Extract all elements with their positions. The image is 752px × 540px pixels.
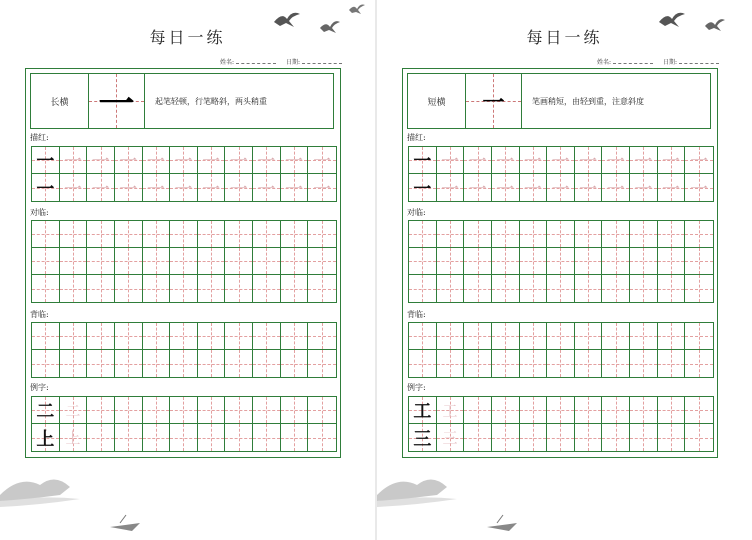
grid-cell[interactable] [547, 275, 575, 302]
grid-cell[interactable] [87, 174, 115, 201]
name-label: 姓名: [220, 59, 235, 66]
grid-cell[interactable] [630, 275, 658, 302]
grid-cell[interactable] [225, 397, 253, 424]
grid-cell[interactable] [60, 323, 88, 350]
grid-cell[interactable] [32, 350, 60, 377]
grid-cell[interactable] [492, 147, 520, 174]
page-title: 每日一练 [526, 28, 603, 47]
grid-cell[interactable] [170, 350, 198, 377]
grid-cell[interactable] [437, 221, 465, 248]
practice-frame [402, 68, 718, 458]
example-char: 三 [413, 428, 432, 450]
date-field[interactable] [679, 63, 719, 64]
grid-cell[interactable] [143, 147, 171, 174]
grid-cell[interactable] [520, 350, 548, 377]
grid-cell[interactable] [115, 323, 143, 350]
recite-label: 背临: [30, 310, 49, 319]
grid-cell[interactable] [198, 147, 226, 174]
grid-cell[interactable] [685, 147, 713, 174]
grid-cell[interactable] [437, 350, 465, 377]
grid-cell[interactable] [409, 424, 437, 451]
example-trace-char: 三 [442, 429, 458, 447]
grid-cell[interactable] [492, 221, 520, 248]
grid-cell[interactable] [464, 248, 492, 275]
stroke-name: 长横 [31, 74, 89, 128]
stroke-trace-char: 一 [440, 151, 459, 172]
grid-cell[interactable] [464, 397, 492, 424]
grid-cell[interactable] [308, 424, 336, 451]
grid-cell[interactable] [575, 397, 603, 424]
grid-cell[interactable] [87, 248, 115, 275]
example-grid[interactable] [31, 396, 337, 452]
grid-cell[interactable] [143, 221, 171, 248]
grid-cell[interactable] [281, 424, 309, 451]
stroke-trace-char: 一 [146, 151, 165, 172]
grid-cell[interactable] [658, 424, 686, 451]
stroke-trace-char: 一 [468, 178, 487, 200]
stroke-trace-char: 一 [91, 178, 110, 200]
grid-cell[interactable] [32, 424, 60, 451]
stroke-trace-char: 一 [634, 178, 653, 200]
grid-cell[interactable] [60, 275, 88, 302]
grid-cell[interactable] [32, 248, 60, 275]
grid-cell[interactable] [198, 174, 226, 201]
stroke-trace-char: 一 [285, 151, 304, 172]
grid-cell[interactable] [630, 174, 658, 201]
grid-cell[interactable] [630, 248, 658, 275]
stroke-trace-char: 一 [440, 178, 459, 200]
grid-cell[interactable] [685, 221, 713, 248]
grid-cell[interactable] [143, 397, 171, 424]
stroke-trace-char: 一 [523, 178, 542, 200]
grid-cell[interactable] [308, 275, 336, 302]
grid-cell[interactable] [685, 323, 713, 350]
grid-cell[interactable] [464, 424, 492, 451]
grid-cell[interactable] [520, 424, 548, 451]
grid-cell[interactable] [225, 147, 253, 174]
stroke-trace-char: 一 [257, 178, 276, 200]
grid-cell[interactable] [575, 424, 603, 451]
stroke-name: 短横 [408, 74, 466, 128]
grid-cell[interactable] [32, 147, 60, 174]
grid-cell[interactable] [492, 397, 520, 424]
grid-cell[interactable] [143, 424, 171, 451]
example-trace-char: 工 [442, 401, 458, 420]
trace-grid[interactable] [31, 146, 337, 202]
grid-cell[interactable] [225, 174, 253, 201]
trace-label: 描红: [30, 133, 49, 142]
grid-cell[interactable] [520, 323, 548, 350]
grid-cell[interactable] [685, 174, 713, 201]
stroke-trace-char: 一 [468, 151, 487, 172]
copy-label: 对临: [30, 208, 49, 217]
grid-cell[interactable] [437, 147, 465, 174]
grid-cell[interactable] [60, 221, 88, 248]
grid-cell[interactable] [225, 275, 253, 302]
stroke-trace-char: 一 [257, 151, 276, 172]
grid-cell[interactable] [437, 174, 465, 201]
grid-cell[interactable] [115, 350, 143, 377]
grid-cell[interactable] [602, 424, 630, 451]
grid-cell[interactable] [547, 248, 575, 275]
recite-grid[interactable] [31, 322, 337, 378]
grid-cell[interactable] [409, 323, 437, 350]
grid-cell[interactable] [685, 424, 713, 451]
grid-cell[interactable] [602, 221, 630, 248]
grid-cell[interactable] [198, 350, 226, 377]
stroke-header [30, 73, 334, 129]
grid-cell[interactable] [281, 221, 309, 248]
grid-cell[interactable] [115, 147, 143, 174]
grid-cell[interactable] [143, 275, 171, 302]
grid-cell[interactable] [492, 424, 520, 451]
grid-cell[interactable] [170, 424, 198, 451]
grid-cell[interactable] [602, 275, 630, 302]
example-char: 上 [36, 428, 55, 450]
stroke-trace-char: 一 [634, 151, 653, 172]
grid-cell[interactable] [492, 174, 520, 201]
grid-cell[interactable] [281, 323, 309, 350]
copy-label: 对临: [407, 208, 426, 217]
grid-cell[interactable] [87, 424, 115, 451]
grid-cell[interactable] [253, 275, 281, 302]
grid-cell[interactable] [520, 221, 548, 248]
stroke-trace-char: 一 [119, 151, 138, 172]
stroke-trace-char: 一 [202, 178, 221, 200]
grid-cell[interactable] [281, 350, 309, 377]
stroke-trace-char: 一 [579, 151, 598, 172]
grid-cell[interactable] [409, 147, 437, 174]
stroke-trace-char: 一 [229, 151, 248, 172]
grid-cell[interactable] [575, 221, 603, 248]
grid-cell[interactable] [308, 174, 336, 201]
grid-cell[interactable] [520, 248, 548, 275]
grid-cell[interactable] [685, 248, 713, 275]
copy-grid[interactable] [31, 220, 337, 303]
grid-cell[interactable] [60, 350, 88, 377]
grid-cell[interactable] [143, 174, 171, 201]
grid-cell[interactable] [115, 174, 143, 201]
grid-cell[interactable] [464, 275, 492, 302]
grid-cell[interactable] [87, 147, 115, 174]
grid-cell[interactable] [658, 221, 686, 248]
grid-cell[interactable] [87, 221, 115, 248]
grid-cell[interactable] [658, 248, 686, 275]
grid-cell[interactable] [575, 275, 603, 302]
grid-cell[interactable] [198, 424, 226, 451]
grid-cell[interactable] [225, 350, 253, 377]
grid-cell[interactable] [464, 147, 492, 174]
grid-cell[interactable] [87, 397, 115, 424]
stroke-trace-char: 一 [523, 151, 542, 172]
grid-cell[interactable] [198, 275, 226, 302]
stroke-trace-char: 一 [229, 178, 248, 200]
grid-cell[interactable] [253, 174, 281, 201]
grid-cell[interactable] [253, 248, 281, 275]
stroke-demo-glyph: 一 [98, 82, 135, 125]
grid-cell[interactable] [437, 323, 465, 350]
date-field[interactable] [302, 63, 342, 64]
grid-cell[interactable] [409, 275, 437, 302]
grid-cell[interactable] [170, 174, 198, 201]
grid-cell[interactable] [437, 248, 465, 275]
grid-cell[interactable] [409, 221, 437, 248]
grid-cell[interactable] [225, 248, 253, 275]
grid-cell[interactable] [575, 323, 603, 350]
worksheet-page-2 [377, 0, 752, 540]
grid-cell[interactable] [308, 221, 336, 248]
grid-cell[interactable] [685, 350, 713, 377]
grid-cell[interactable] [658, 350, 686, 377]
grid-cell[interactable] [198, 221, 226, 248]
stroke-trace-char: 一 [313, 178, 332, 200]
grid-cell[interactable] [281, 397, 309, 424]
grid-cell[interactable] [143, 248, 171, 275]
grid-cell[interactable] [658, 275, 686, 302]
grid-cell[interactable] [87, 275, 115, 302]
grid-cell[interactable] [115, 275, 143, 302]
stroke-tip: 起笔轻顿，行笔略斜，两头稍重 [155, 96, 267, 106]
example-char: 工 [413, 401, 432, 422]
trace-label: 描红: [407, 133, 426, 142]
grid-cell[interactable] [575, 350, 603, 377]
grid-cell[interactable] [115, 424, 143, 451]
grid-cell[interactable] [575, 174, 603, 201]
grid-cell[interactable] [630, 424, 658, 451]
grid-cell[interactable] [547, 397, 575, 424]
grid-cell[interactable] [60, 248, 88, 275]
stroke-trace-char: 一 [662, 178, 681, 200]
stroke-model-char: 一 [36, 178, 55, 200]
grid-cell[interactable] [198, 248, 226, 275]
grid-cell[interactable] [685, 397, 713, 424]
grid-cell[interactable] [575, 147, 603, 174]
grid-cell[interactable] [409, 174, 437, 201]
name-label: 姓名: [597, 59, 612, 66]
grid-cell[interactable] [464, 323, 492, 350]
practice-frame [25, 68, 341, 458]
stroke-trace-char: 一 [496, 178, 515, 200]
grid-cell[interactable] [115, 248, 143, 275]
grid-cell[interactable] [575, 248, 603, 275]
stroke-model-char: 一 [36, 151, 55, 172]
grid-cell[interactable] [437, 424, 465, 451]
copy-grid[interactable] [408, 220, 714, 303]
stroke-trace-char: 一 [119, 178, 138, 200]
grid-cell[interactable] [308, 350, 336, 377]
grid-cell[interactable] [281, 147, 309, 174]
recite-label: 背临: [407, 310, 426, 319]
grid-cell[interactable] [143, 350, 171, 377]
stroke-trace-char: 一 [91, 151, 110, 172]
grid-cell[interactable] [520, 174, 548, 201]
grid-cell[interactable] [409, 350, 437, 377]
grid-cell[interactable] [60, 147, 88, 174]
stroke-model-char: 一 [413, 178, 432, 200]
stroke-trace-char: 一 [174, 151, 193, 172]
stroke-trace-char: 一 [606, 178, 625, 200]
grid-cell[interactable] [60, 397, 88, 424]
trace-grid[interactable] [408, 146, 714, 202]
grid-cell[interactable] [409, 248, 437, 275]
grid-cell[interactable] [87, 350, 115, 377]
grid-cell[interactable] [602, 147, 630, 174]
grid-cell[interactable] [547, 147, 575, 174]
name-field[interactable] [236, 63, 276, 64]
grid-cell[interactable] [602, 248, 630, 275]
stroke-trace-char: 一 [174, 178, 193, 200]
grid-cell[interactable] [198, 323, 226, 350]
grid-cell[interactable] [547, 350, 575, 377]
grid-cell[interactable] [198, 397, 226, 424]
grid-cell[interactable] [281, 248, 309, 275]
stroke-trace-char: 一 [551, 151, 570, 172]
grid-cell[interactable] [547, 323, 575, 350]
grid-cell[interactable] [547, 424, 575, 451]
grid-cell[interactable] [602, 174, 630, 201]
recite-grid[interactable] [408, 322, 714, 378]
grid-cell[interactable] [170, 147, 198, 174]
grid-cell[interactable] [170, 275, 198, 302]
grid-cell[interactable] [658, 174, 686, 201]
grid-cell[interactable] [225, 424, 253, 451]
grid-cell[interactable] [253, 424, 281, 451]
ink-landscape-decoration [377, 465, 567, 540]
grid-cell[interactable] [32, 397, 60, 424]
grid-cell[interactable] [253, 221, 281, 248]
name-field[interactable] [613, 63, 653, 64]
example-trace-char: 上 [65, 429, 81, 447]
grid-cell[interactable] [464, 174, 492, 201]
grid-cell[interactable] [630, 397, 658, 424]
grid-cell[interactable] [32, 174, 60, 201]
grid-cell[interactable] [602, 397, 630, 424]
grid-cell[interactable] [308, 248, 336, 275]
stroke-trace-char: 一 [146, 178, 165, 200]
grid-cell[interactable] [630, 221, 658, 248]
stroke-demo-cell [89, 74, 145, 128]
stroke-trace-char: 一 [285, 178, 304, 200]
grid-cell[interactable] [308, 397, 336, 424]
date-label: 日期: [285, 59, 300, 66]
grid-cell[interactable] [602, 323, 630, 350]
example-label: 例字: [30, 383, 49, 392]
grid-cell[interactable] [253, 350, 281, 377]
example-grid[interactable] [408, 396, 714, 452]
grid-cell[interactable] [658, 397, 686, 424]
grid-cell[interactable] [170, 248, 198, 275]
crane-bird-icon [348, 2, 366, 16]
grid-cell[interactable] [658, 323, 686, 350]
grid-cell[interactable] [60, 424, 88, 451]
stroke-trace-char: 一 [313, 151, 332, 172]
grid-cell[interactable] [520, 275, 548, 302]
grid-cell[interactable] [520, 147, 548, 174]
grid-cell[interactable] [409, 397, 437, 424]
grid-cell[interactable] [437, 397, 465, 424]
grid-cell[interactable] [87, 323, 115, 350]
grid-cell[interactable] [253, 147, 281, 174]
grid-cell[interactable] [32, 221, 60, 248]
stroke-trace-char: 一 [63, 151, 82, 172]
grid-cell[interactable] [520, 397, 548, 424]
grid-cell[interactable] [253, 323, 281, 350]
grid-cell[interactable] [547, 174, 575, 201]
stroke-trace-char: 一 [551, 178, 570, 200]
stroke-trace-char: 一 [579, 178, 598, 200]
stroke-trace-char: 一 [690, 151, 709, 172]
grid-cell[interactable] [547, 221, 575, 248]
grid-cell[interactable] [464, 350, 492, 377]
grid-cell[interactable] [32, 323, 60, 350]
stroke-trace-char: 一 [662, 151, 681, 172]
grid-cell[interactable] [32, 275, 60, 302]
grid-cell[interactable] [630, 323, 658, 350]
grid-cell[interactable] [630, 350, 658, 377]
grid-cell[interactable] [492, 275, 520, 302]
example-trace-char: 二 [65, 401, 81, 420]
grid-cell[interactable] [170, 323, 198, 350]
stroke-trace-char: 一 [202, 151, 221, 172]
worksheet-page-1 [0, 0, 375, 540]
page-title: 每日一练 [149, 28, 226, 47]
stroke-trace-char: 一 [690, 178, 709, 200]
grid-cell[interactable] [308, 323, 336, 350]
grid-cell[interactable] [115, 397, 143, 424]
grid-cell[interactable] [492, 248, 520, 275]
grid-cell[interactable] [685, 275, 713, 302]
grid-cell[interactable] [281, 174, 309, 201]
stroke-demo-glyph: 一 [482, 89, 505, 116]
grid-cell[interactable] [170, 221, 198, 248]
grid-cell[interactable] [492, 323, 520, 350]
grid-cell[interactable] [281, 275, 309, 302]
name-date-line [220, 57, 342, 66]
grid-cell[interactable] [308, 147, 336, 174]
example-char: 二 [36, 401, 55, 422]
grid-cell[interactable] [60, 174, 88, 201]
grid-cell[interactable] [630, 147, 658, 174]
grid-cell[interactable] [602, 350, 630, 377]
example-label: 例字: [407, 383, 426, 392]
name-date-line [597, 57, 719, 66]
stroke-trace-char: 一 [606, 151, 625, 172]
grid-cell[interactable] [253, 397, 281, 424]
grid-cell[interactable] [492, 350, 520, 377]
stroke-trace-char: 一 [63, 178, 82, 200]
date-label: 日期: [662, 59, 677, 66]
stroke-trace-char: 一 [496, 151, 515, 172]
grid-cell[interactable] [225, 323, 253, 350]
ink-landscape-decoration [0, 465, 190, 540]
grid-cell[interactable] [143, 323, 171, 350]
stroke-model-char: 一 [413, 151, 432, 172]
stroke-tip: 笔画稍短，由轻到重，注意斜度 [532, 96, 644, 106]
grid-cell[interactable] [115, 221, 143, 248]
grid-cell[interactable] [464, 221, 492, 248]
grid-cell[interactable] [170, 397, 198, 424]
stroke-header [407, 73, 711, 129]
grid-cell[interactable] [225, 221, 253, 248]
grid-cell[interactable] [658, 147, 686, 174]
stroke-demo-cell [466, 74, 522, 128]
grid-cell[interactable] [437, 275, 465, 302]
